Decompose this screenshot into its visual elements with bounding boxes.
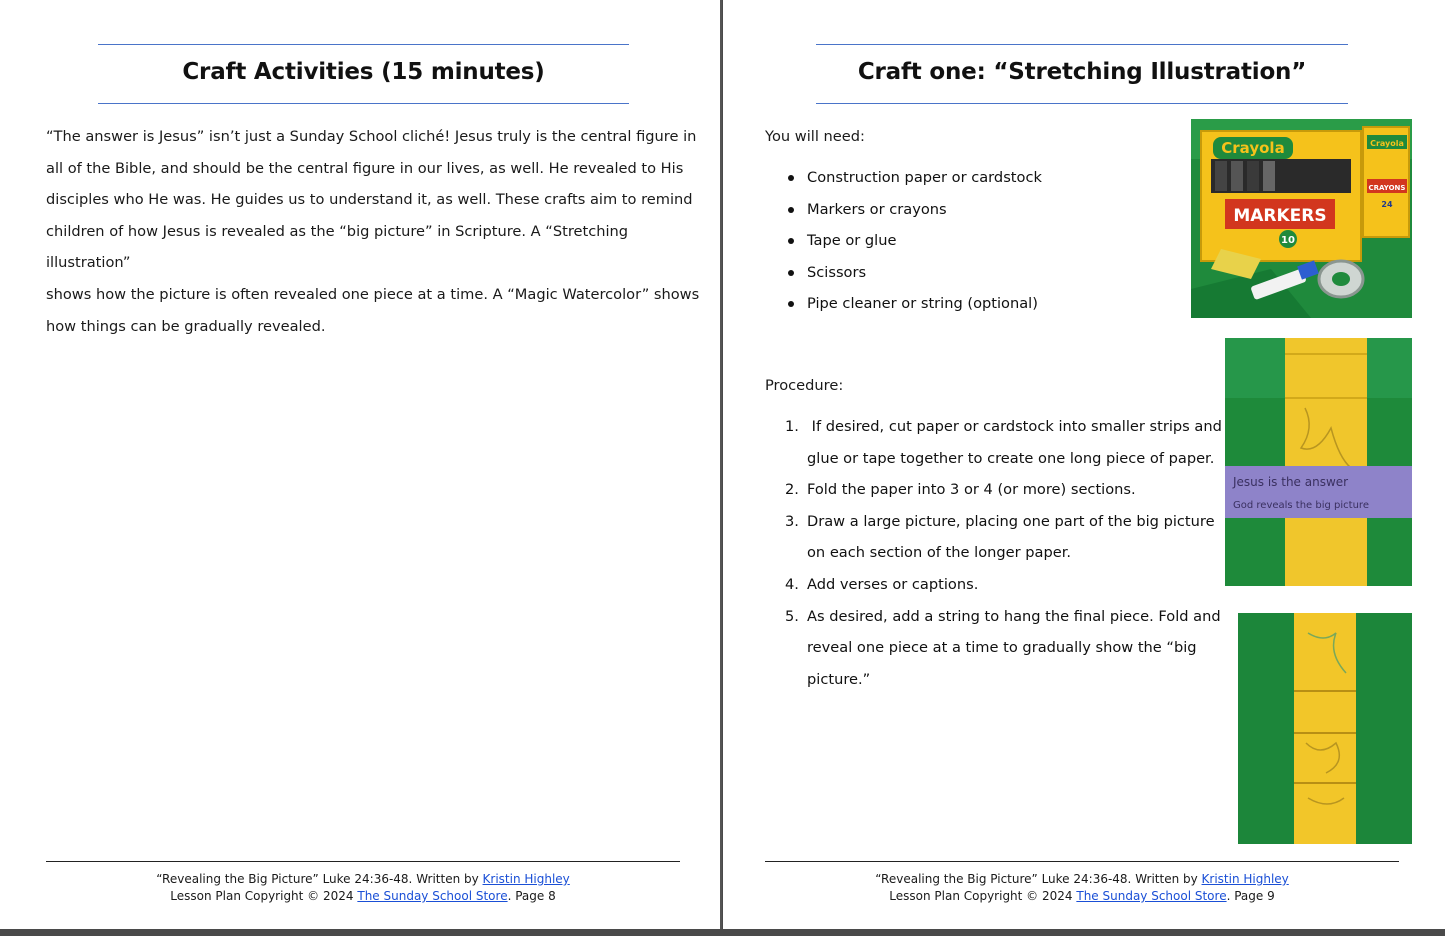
paragraph-line: how things can be gradually revealed. [46,317,326,335]
page-9 [723,0,1445,929]
strip-photo-2-image [1238,613,1412,844]
step-text: Draw a large picture, placing one part of the big picture [807,512,1215,530]
supply-item: Construction paper or cardstock [765,162,1185,194]
page-number: . Page 8 [507,889,556,903]
footer-copyright-text: Lesson Plan Copyright © 2024 [889,889,1077,903]
procedure-step [765,569,1225,601]
step-text: As desired, add a string to hang the final piece. Fold and [807,607,1221,625]
need-heading: You will need: [765,128,865,145]
step-text: glue or tape together to create one long piece of paper. [807,449,1215,467]
step-text: Fold the paper into 3 or 4 (or more) sections. [807,481,1136,499]
paragraph-line: shows how the picture is often revealed one piece at a time. A “Magic Watercolor” shows [46,285,700,303]
title-top-rule [816,44,1348,45]
footer-rule [46,861,680,862]
procedure-steps [765,411,1225,695]
title-bottom-rule [816,103,1348,104]
markers-count: 10 [1281,235,1295,246]
paragraph-line: children of how Jesus is revealed as the “big picture” in Scripture. A “Stretching illustration” [46,222,629,272]
store-link[interactable]: The Sunday School Store [1076,889,1227,903]
caption-line-1: Jesus is the answer [1233,475,1349,489]
page-footer [46,871,680,905]
supply-item: Markers or crayons [765,194,1185,226]
page-title: Craft one: “Stretching Illustration” [857,59,1307,85]
brand-label: Crayola [1221,139,1285,157]
paragraph-line: “The answer is Jesus” isn’t just a Sunday School cliché! Jesus truly is the central figure in [46,128,697,145]
step-text: reveal one piece at a time to gradually show the “big [807,639,1197,657]
crayons-brand: Crayola [1370,139,1404,148]
supply-item: Scissors [765,257,1185,289]
intro-paragraph [46,121,706,342]
author-link[interactable]: Kristin Highley [482,872,570,886]
footer-line-1 [46,871,680,888]
paragraph-line: disciples who He was. He guides us to understand it, as well. These crafts aim to remind [46,191,693,209]
title-top-rule [98,44,629,45]
strip-photo-2 [1238,613,1412,844]
step-text: picture.” [807,670,871,688]
page-number: . Page 9 [1226,889,1275,903]
step-number: 5. [785,607,799,625]
step-number: 4. [785,575,799,593]
procedure-heading: Procedure: [765,377,844,394]
title-bottom-rule [98,103,629,104]
footer-line-2 [46,888,680,905]
footer-line-2 [765,888,1399,905]
supply-list [765,162,1185,320]
crayons-label: CRAYONS [1368,184,1406,192]
footer-line-1 [765,871,1399,888]
supplies-photo [1191,119,1412,318]
step-text: If desired, cut paper or cardstock into smaller strips and [807,418,1222,435]
page-footer [765,871,1399,905]
procedure-step [765,411,1225,474]
supplies-photo-image [1191,119,1412,318]
page-title: Craft Activities (15 minutes) [182,59,545,85]
procedure-step [765,474,1225,506]
step-number: 2. [785,481,799,499]
paragraph-line: all of the Bible, and should be the central figure in our lives, as well. He revealed to His [46,159,684,177]
procedure-step [765,601,1225,696]
crayons-count: 24 [1381,200,1393,209]
step-text: on each section of the longer paper. [807,544,1072,562]
footer-rule [765,861,1399,862]
step-number: 3. [785,512,799,530]
author-link[interactable]: Kristin Highley [1201,872,1289,886]
store-link[interactable]: The Sunday School Store [357,889,508,903]
caption-line-2: God reveals the big picture [1233,500,1369,511]
supply-item: Pipe cleaner or string (optional) [765,288,1185,320]
markers-label: MARKERS [1233,206,1327,226]
strip-photo-1-image [1225,338,1412,586]
footer-credit-text: “Revealing the Big Picture” Luke 24:36-48. Written by [875,872,1202,886]
step-number: 1. [785,418,799,435]
supply-item: Tape or glue [765,225,1185,257]
step-text: Add verses or captions. [807,575,979,593]
footer-copyright-text: Lesson Plan Copyright © 2024 [170,889,358,903]
procedure-step [765,506,1225,569]
page-8 [0,0,722,929]
footer-credit-text: “Revealing the Big Picture” Luke 24:36-48. Written by [156,872,483,886]
strip-photo-1 [1225,338,1412,586]
